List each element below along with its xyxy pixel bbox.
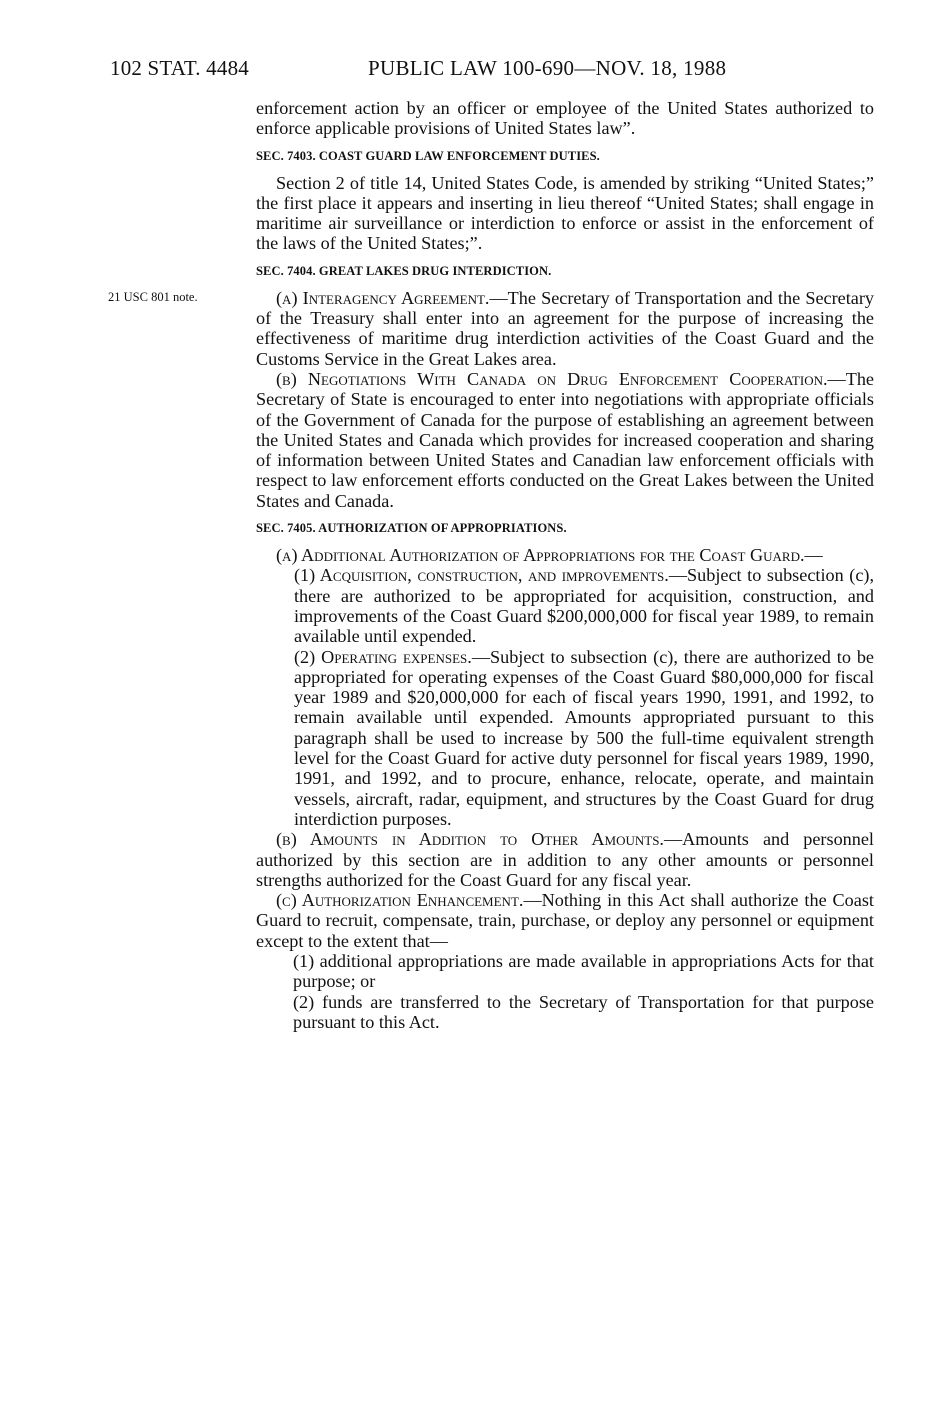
stat-page-number: 102 STAT. 4484 <box>110 56 249 80</box>
sec-7405-a1-text: —Subject to subsection (c), there are authorized to be appropriated for acquisition, construction, and improvements of the Coast Guard $200,000,000 for fiscal year 1989, to remain available until expended. <box>294 565 875 647</box>
sec-7403-text: Section 2 of title 14, United States Code, is amended by striking “United States;” the first place it appears and inserting in lieu thereof “United States; shall engage in maritime air surveillance or interdiction to enforce or assist in the enforcement of the laws of the United States;”. <box>256 172 874 254</box>
sec-7404-b <box>256 369 874 511</box>
sec-7405-a2-label: (2) Operating expenses. <box>294 646 472 667</box>
sec-7405-b-label: (b) Amounts in Addition to Other Amounts. <box>276 829 664 850</box>
sec-7404-a <box>256 288 874 369</box>
sec-7405-heading: SEC. 7405. AUTHORIZATION OF APPROPRIATIONS. <box>256 521 567 536</box>
margin-citation-note: 21 USC 801 note. <box>108 290 198 304</box>
sec-7405-c-label: (c) Authorization Enhancement. <box>276 890 524 911</box>
continuation-paragraph: enforcement action by an officer or employee of the United States authorized to enforce applicable provisions of United States law”. <box>256 98 874 139</box>
sec-7404-a-text: —The Secretary of Transportation and the Secretary of the Treasury shall enter into an agreement for the purpose of increasing the effectiveness of maritime drug interdiction activities of the Coast Guard and the Customs Service in the Great Lakes area. <box>256 287 874 369</box>
sec-7405-a2-text: —Subject to subsection (c), there are authorized to be appropriated for operating expenses of the Coast Guard $80,000,000 for fiscal year 1989 and $20,000,000 for each of fiscal years 1990, 1991, and 1992, to remain available until expended. Amounts appropriated pursuant to this paragraph shall be used to increase by 500 the full-time equivalent strength level for the Coast Guard for active duty personnel for fiscal years 1989, 1990, 1991, and 1992, and to procure, enhance, relocate, operate, and maintain vessels, aircraft, radar, equipment, and structures by the Coast Guard for drug interdiction purposes. <box>294 646 874 829</box>
sec-7405-c <box>256 890 874 951</box>
sec-7405-c-text: —Nothing in this Act shall authorize the Coast Guard to recruit, compensate, train, purchase, or deploy any personnel or equipment except to the extent that— <box>256 890 874 951</box>
page-header <box>110 56 870 84</box>
sec-7404-heading: SEC. 7404. GREAT LAKES DRUG INTERDICTION. <box>256 263 552 278</box>
sec-7405-a1 <box>256 565 874 646</box>
sec-7405-c2: (2) funds are transferred to the Secretary of Transportation for that purpose pursuant to this Act. <box>293 991 874 1032</box>
public-law-title: PUBLIC LAW 100-690—NOV. 18, 1988 <box>368 56 727 80</box>
sec-7403-heading: SEC. 7403. COAST GUARD LAW ENFORCEMENT DUTIES. <box>256 148 600 163</box>
sec-7405-a-label: (a) Additional Authorization of Appropriations for the Coast Guard.— <box>276 545 823 566</box>
page-body <box>256 98 874 1032</box>
sec-7405-a1-label: (1) Acquisition, construction, and improvements. <box>294 565 669 586</box>
sec-7405-b <box>256 829 874 890</box>
sec-7405-a2 <box>256 647 874 830</box>
sec-7404-b-label: (b) Negotiations With Canada on Drug Enforcement Cooperation. <box>276 368 828 389</box>
sec-7404-b-text: —The Secretary of State is encouraged to enter into negotiations with appropriate officials of the Government of Canada for the purpose of establishing an agreement between the United States and Canada which provides for increased cooperation and sharing of information between United States and Canadian law enforcement officials with respect to law enforcement efforts conducted on the Great Lakes between the United States and Canada. <box>256 368 874 511</box>
sec-7405-b-text: —Amounts and personnel authorized by this section are in addition to any other amounts or personnel strengths authorized for the Coast Guard for any fiscal year. <box>256 829 874 890</box>
sec-7404-a-label: (a) Interagency Agreement. <box>276 287 490 308</box>
sec-7405-c1: (1) additional appropriations are made available in appropriations Acts for that purpose; or <box>293 950 874 992</box>
